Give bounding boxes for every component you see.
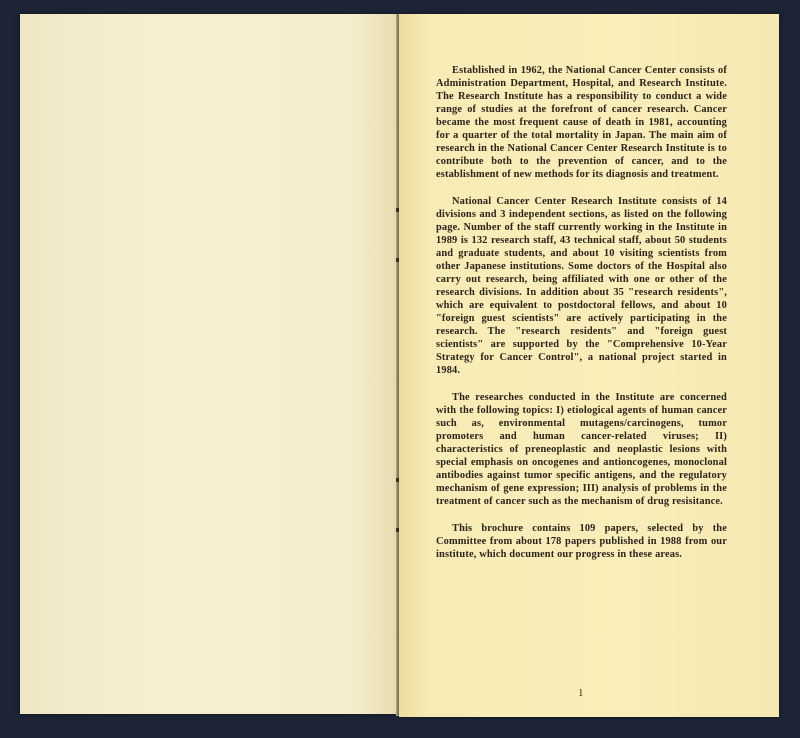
paragraph-staff: National Cancer Center Research Institute consists of 14 divisions and 3 independent sections, as listed on the following page. Number of the staff currently working in the Institute in 1989 is 132 research staff, 43 technical staff, about 50 students and graduate students, and about 10 visiting scientists from other Japanese institutions. Some doctors of the Hospital also carry out research, being affiliated with one or other of the research divisions. In addition about 35 "research residents", which are equivalent to postdoctoral fellows, and about 10 "foreign guest scientists" are actively participating in the research. The "research residents" and "foreign guest scientists" are supported by the "Comprehensive 10-Year Strategy for Cancer Control", a national project started in 1984. <box>436 196 727 376</box>
right-page <box>399 14 779 717</box>
page-number: 1 <box>578 687 584 699</box>
paragraph-brochure: This brochure contains 109 papers, selected by the Committee from about 178 papers published in 1988 from our institute, which document our progress in these areas. <box>436 523 727 560</box>
body-text <box>436 64 727 575</box>
paragraph-history: Established in 1962, the National Cancer Center consists of Administration Department, Hospital, and Research Institute. The Research Institute has a responsibility to conduct a wide range of studies at the forefront of cancer research. Cancer became the most frequent cause of death in 1981, accounting for a quarter of the total mortality in Japan. The main aim of research in the National Cancer Center Research Institute is to contribute both to the prevention of cancer, and to the establishment of new methods for its diagnosis and treatment. <box>436 65 727 180</box>
left-page <box>20 14 397 714</box>
paragraph-topics: The researches conducted in the Institute are concerned with the following topics: I) etiological agents of human cancer such as, environmental mutagens/carcinogens, tumor promoters and human cancer-related viruses; II) characteristics of preneoplastic and neoplastic lesions with special emphasis on oncogenes and antioncogenes, monoclonal antibodies against tumor specific antigens, and the regulatory mechanism of gene expression; III) analysis of problems in the treatment of cancer such as the mechanism of drug resisitance. <box>436 392 727 507</box>
